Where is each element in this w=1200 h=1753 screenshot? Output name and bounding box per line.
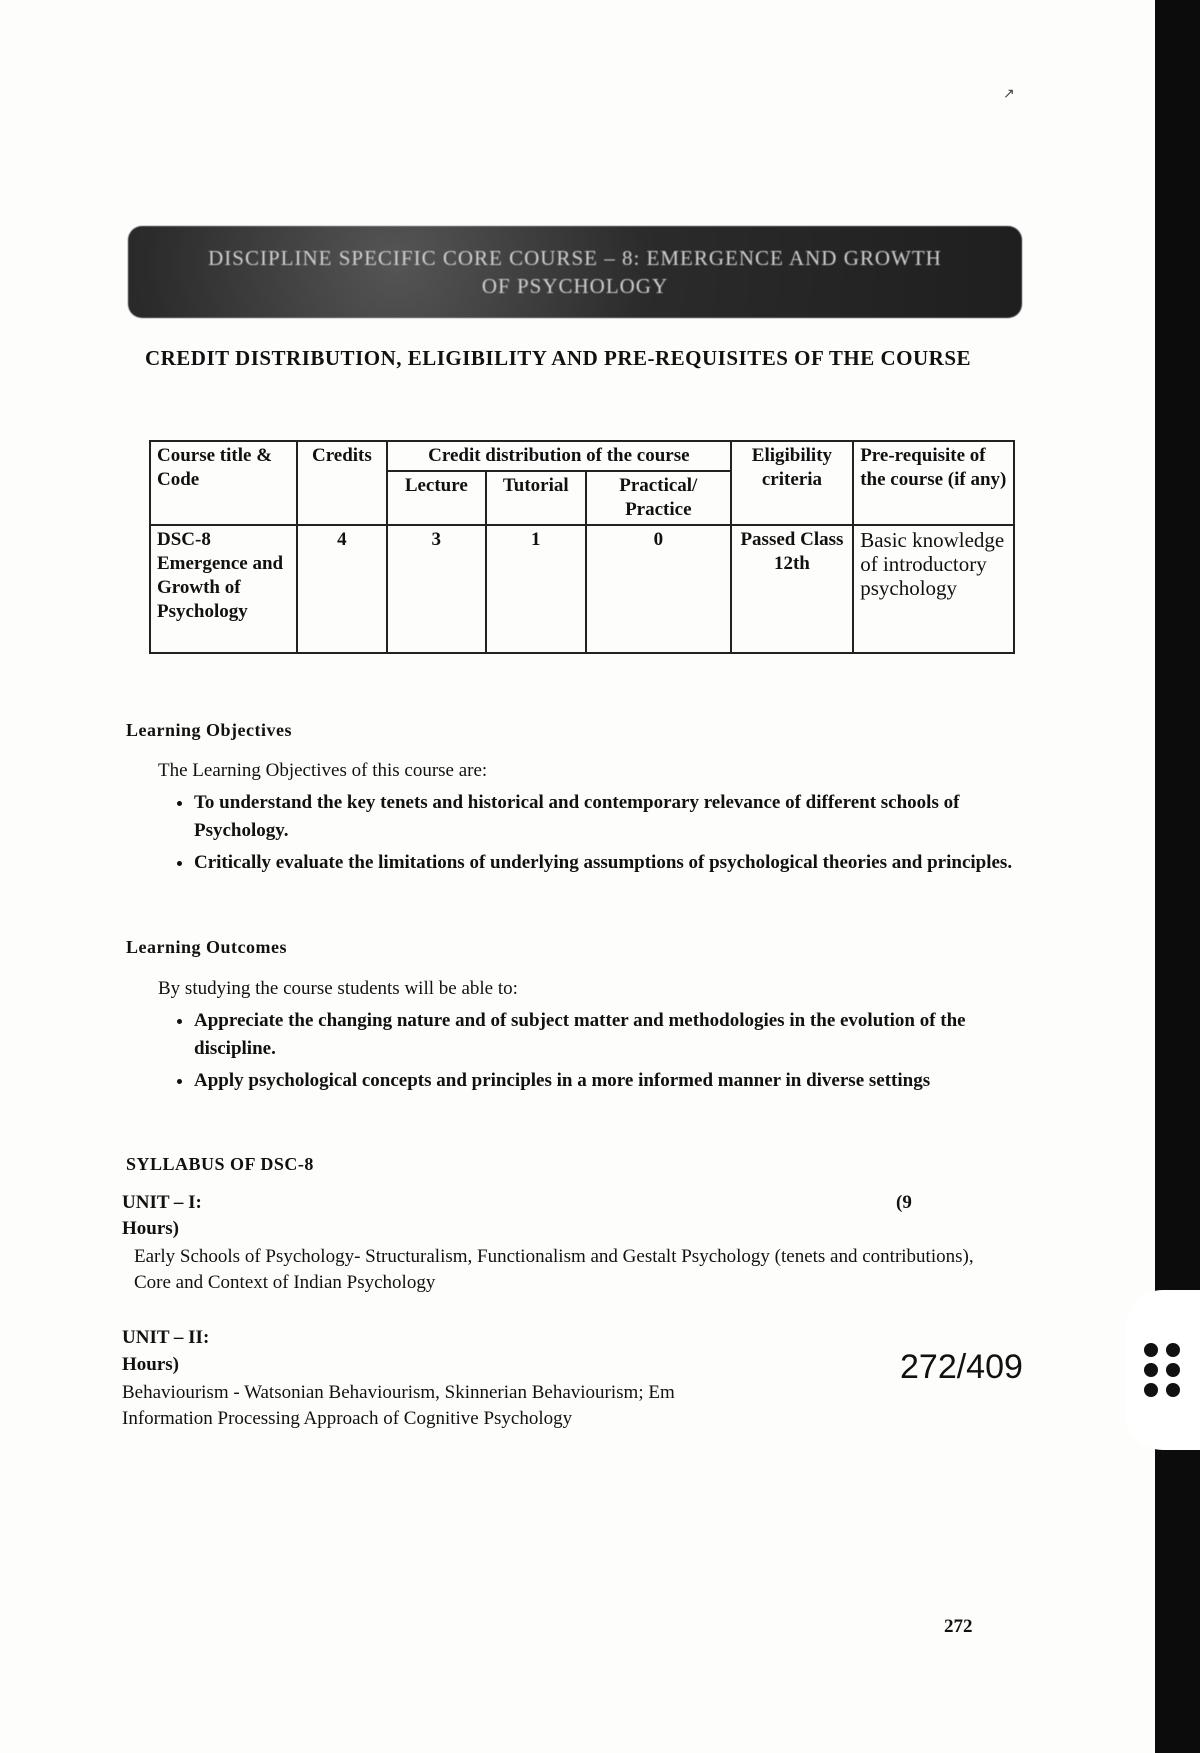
unit-2-label: UNIT – II: [122, 1327, 210, 1348]
td-credits: 4 [297, 525, 387, 653]
banner-line-1: DISCIPLINE SPECIFIC CORE COURSE – 8: EMERGENCE AND GROWTH [208, 246, 942, 270]
learning-outcomes-title: Learning Outcomes [126, 937, 287, 957]
th-course: Course title & Code [150, 441, 297, 525]
outcomes-list [156, 1007, 1024, 1099]
td-lecture: 3 [387, 525, 485, 653]
banner-line-2: OF PSYCHOLOGY [481, 274, 669, 298]
outcomes-intro: By studying the course students will be able to: [158, 978, 518, 999]
objectives-list [156, 789, 1024, 881]
unit-2-text-line-2: Information Processing Approach of Cognitive Psychology [122, 1408, 573, 1429]
more-dots-icon [1144, 1343, 1182, 1397]
td-prereq: Basic knowledge of introductory psychology [853, 525, 1014, 653]
objectives-intro: The Learning Objectives of this course are: [158, 760, 488, 781]
th-prereq: Pre-requisite of the course (if any) [853, 441, 1014, 525]
td-tutorial: 1 [486, 525, 586, 653]
list-item: • Apply psychological concepts and principles in a more informed manner in diverse settings [194, 1067, 1024, 1095]
syllabus-title: SYLLABUS OF DSC-8 [126, 1154, 314, 1174]
th-lecture: Lecture [387, 471, 485, 525]
td-eligibility: Passed Class 12th [731, 525, 854, 653]
credit-distribution-heading: CREDIT DISTRIBUTION, ELIGIBILITY AND PRE-REQUISITES OF THE COURSE [144, 346, 972, 370]
unit-2-text-line-1: Behaviourism - Watsonian Behaviourism, Skinnerian Behaviourism; Em [122, 1382, 675, 1403]
list-item: • To understand the key tenets and historical and contemporary relevance of different schools of Psychology. [194, 789, 1024, 845]
credit-table [149, 440, 1015, 654]
list-item: • Appreciate the changing nature and of subject matter and methodologies in the evolution of the discipline. [194, 1007, 1024, 1063]
unit-2-hours-close: Hours) [122, 1354, 179, 1375]
th-eligibility: Eligibility criteria [731, 441, 854, 525]
learning-objectives-title: Learning Objectives [126, 720, 292, 740]
th-practical: Practical/ Practice [586, 471, 731, 525]
unit-1-label: UNIT – I: [122, 1192, 202, 1213]
unit-1-text: Early Schools of Psychology- Structuralism, Functionalism and Gestalt Psychology (tenets and contributions), Core and Context of Indian Psychology [134, 1246, 974, 1293]
th-tutorial: Tutorial [486, 471, 586, 525]
corner-mark: ↗ [1003, 87, 1015, 102]
list-item: • Critically evaluate the limitations of underlying assumptions of psychological theories and principles. [194, 849, 1024, 877]
th-distribution: Credit distribution of the course [387, 441, 731, 471]
th-credits: Credits [297, 441, 387, 525]
td-course: DSC-8 Emergence and Growth of Psychology [150, 525, 297, 653]
course-banner [128, 226, 1022, 318]
unit-1-hours-open: (9 [896, 1192, 912, 1213]
viewer-menu-button[interactable] [1125, 1290, 1200, 1450]
table-header-row [150, 441, 1014, 471]
page-number: 272 [944, 1616, 973, 1637]
unit-1-hours-close: Hours) [122, 1218, 179, 1239]
viewer-side-bar [1155, 0, 1200, 1753]
page-counter: 272/409 [900, 1348, 1023, 1386]
table-row [150, 525, 1014, 653]
td-practical: 0 [586, 525, 731, 653]
